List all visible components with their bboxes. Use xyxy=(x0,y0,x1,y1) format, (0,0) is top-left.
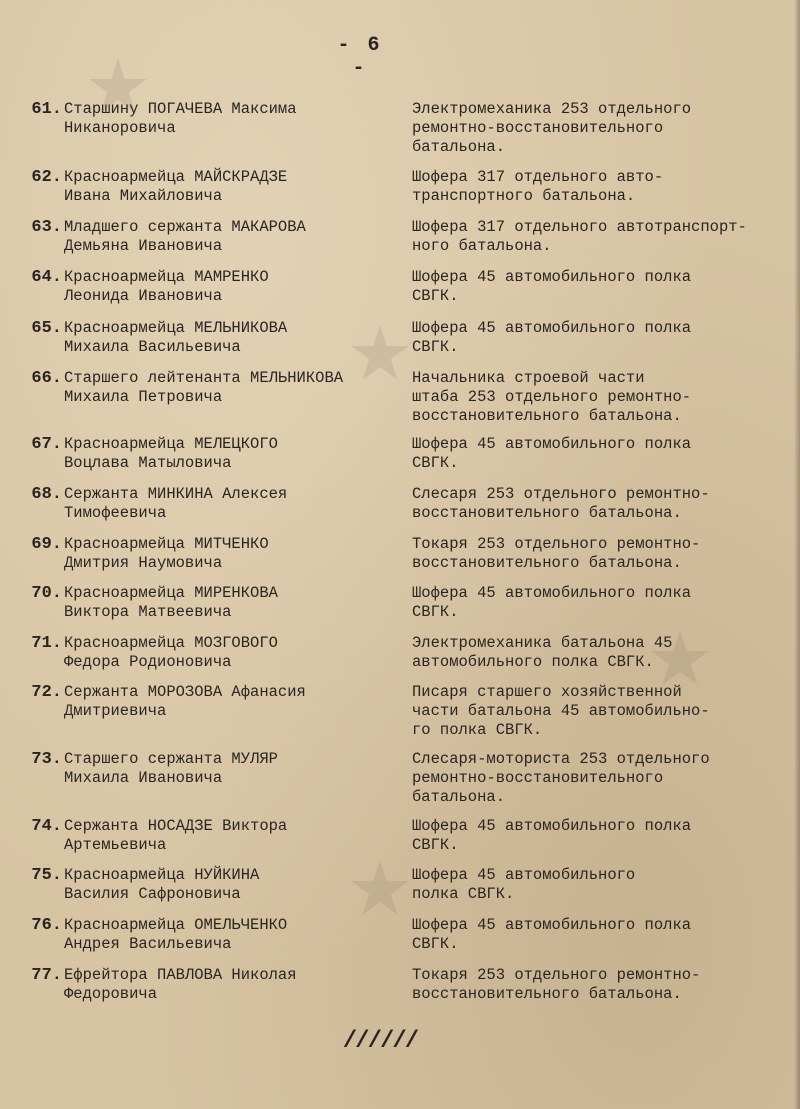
recipient-name: Сержанта НОСАДЗЕ Виктора Артемьевича xyxy=(64,817,288,854)
entry-number: 71. xyxy=(31,634,62,653)
entry-number: 68. xyxy=(31,485,62,504)
recipient-name: Красноармейца ОМЕЛЬЧЕНКО Андрея Васильевича xyxy=(64,916,288,953)
recipient-position: Писаря старшего хозяйственной части батальона 45 автомобильно- го полка СВГК. xyxy=(412,683,710,739)
entry-number: 76. xyxy=(31,916,62,935)
entry-number: 66. xyxy=(31,369,62,388)
recipient-name: Красноармейца МИРЕНКОВА Виктора Матвеевича xyxy=(64,584,278,621)
entry-number: 62. xyxy=(31,168,62,187)
recipient-name: Старшину ПОГАЧЕВА Максима Никаноровича xyxy=(64,100,297,137)
recipient-position: Шофера 45 автомобильного полка СВГК. xyxy=(412,584,692,621)
end-marks: ////// xyxy=(342,1028,418,1055)
recipient-name: Старшего сержанта МУЛЯР Михаила Ивановича xyxy=(64,750,278,787)
entry-number: 73. xyxy=(31,750,62,769)
recipient-position: Слесаря 253 отдельного ремонтно- восстановительного батальона. xyxy=(412,485,710,522)
entry-number: 77. xyxy=(31,966,62,985)
recipient-position: Токаря 253 отдельного ремонтно- восстановительного батальона. xyxy=(412,535,701,572)
entry-number: 70. xyxy=(31,584,62,603)
recipient-position: Шофера 45 автомобильного полка СВГК. xyxy=(412,319,692,356)
entry-number: 69. xyxy=(31,535,62,554)
recipient-position: Токаря 253 отдельного ремонтно- восстановительного батальона. xyxy=(412,966,701,1003)
recipient-position: Шофера 45 автомобильного полка СВГК. xyxy=(412,866,636,903)
recipient-position: Шофера 45 автомобильного полка СВГК. xyxy=(412,435,692,472)
recipient-position: Шофера 317 отдельного автотранспорт- ного батальона. xyxy=(412,218,747,255)
recipient-position: Электромеханика батальона 45 автомобильного полка СВГК. xyxy=(412,634,673,671)
recipient-name: Красноармейца НУЙКИНА Василия Сафроновича xyxy=(64,866,260,903)
entry-number: 74. xyxy=(31,817,62,836)
recipient-name: Старшего лейтенанта МЕЛЬНИКОВА Михаила Петровича xyxy=(64,369,344,406)
recipient-name: Красноармейца МЕЛЬНИКОВА Михаила Васильевича xyxy=(64,319,288,356)
recipient-name: Красноармейца МАЙСКРАДЗЕ Ивана Михайловича xyxy=(64,168,288,205)
recipient-position: Шофера 45 автомобильного полка СВГК. xyxy=(412,268,692,305)
recipient-name: Красноармейца МАМРЕНКО Леонида Ивановича xyxy=(64,268,269,305)
recipient-position: Слесаря-моториста 253 отдельного ремонтно-восстановительного батальона. xyxy=(412,750,710,806)
entry-number: 75. xyxy=(31,866,62,885)
entry-number: 61. xyxy=(31,100,62,119)
recipient-position: Шофера 317 отдельного авто- транспортного батальона. xyxy=(412,168,664,205)
page-number: - 6 - xyxy=(337,34,383,80)
page-edge-shadow xyxy=(794,0,800,1109)
recipient-name: Младшего сержанта МАКАРОВА Демьяна Ивановича xyxy=(64,218,306,255)
recipient-name: Красноармейца МОЗГОВОГО Федора Родионовича xyxy=(64,634,278,671)
recipient-name: Красноармейца МЕЛЕЦКОГО Воцлава Матыловича xyxy=(64,435,278,472)
entry-number: 72. xyxy=(31,683,62,702)
entry-number: 65. xyxy=(31,319,62,338)
recipient-name: Сержанта МОРОЗОВА Афанасия Дмитриевича xyxy=(64,683,306,720)
recipient-name: Красноармейца МИТЧЕНКО Дмитрия Наумовича xyxy=(64,535,269,572)
entry-number: 63. xyxy=(31,218,62,237)
recipient-position: Шофера 45 автомобильного полка СВГК. xyxy=(412,817,692,854)
recipient-name: Сержанта МИНКИНА Алексея Тимофеевича xyxy=(64,485,288,522)
recipient-name: Ефрейтора ПАВЛОВА Николая Федоровича xyxy=(64,966,297,1003)
recipient-position: Шофера 45 автомобильного полка СВГК. xyxy=(412,916,692,953)
recipient-position: Электромеханика 253 отдельного ремонтно-восстановительного батальона. xyxy=(412,100,692,156)
entry-number: 64. xyxy=(31,268,62,287)
entry-number: 67. xyxy=(31,435,62,454)
recipient-position: Начальника строевой части штаба 253 отдельного ремонтно- восстановительного батальона. xyxy=(412,369,692,425)
